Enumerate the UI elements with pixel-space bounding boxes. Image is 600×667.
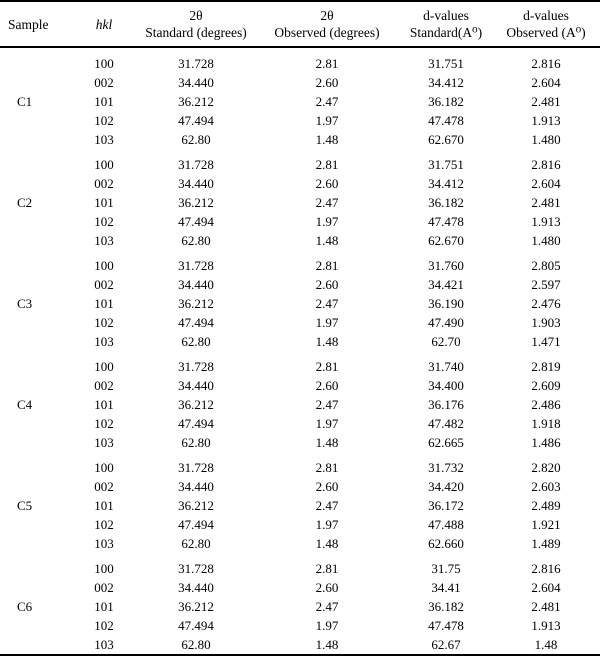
sample-cell: C4 <box>17 397 33 412</box>
hkl-cell: 103 <box>94 637 114 652</box>
d-value-standard-cell: 62.70 <box>431 334 461 349</box>
d-value-standard-cell: 47.478 <box>428 618 464 633</box>
two-theta-standard-cell: 47.494 <box>178 214 214 229</box>
d-value-observed-cell: 2.816 <box>531 157 561 172</box>
d-value-observed-cell: 2.604 <box>531 75 561 90</box>
two-theta-observed-cell: 2.60 <box>315 277 339 292</box>
hkl-cell: 101 <box>94 498 114 513</box>
two-theta-standard-cell: 34.440 <box>178 580 214 595</box>
table-row <box>0 149 600 174</box>
header-line-standard-angstrom: Standard(A⁰) <box>409 25 483 40</box>
two-theta-standard-cell: 62.80 <box>181 132 211 147</box>
hkl-cell: 101 <box>94 195 114 210</box>
col-header-2theta-observed <box>254 1 400 47</box>
two-theta-observed-cell: 2.47 <box>315 296 339 311</box>
hkl-cell: 101 <box>94 599 114 614</box>
two-theta-observed-cell: 1.97 <box>315 618 339 633</box>
table-header <box>0 1 600 47</box>
d-value-standard-cell: 31.751 <box>428 157 464 172</box>
table-row <box>0 275 600 294</box>
col-header-dvalues-observed <box>492 1 600 47</box>
two-theta-observed-cell: 1.48 <box>315 233 339 248</box>
d-value-standard-cell: 31.760 <box>428 258 464 273</box>
hkl-cell: 100 <box>94 56 114 71</box>
col-header-hkl: hkl <box>95 16 113 32</box>
d-value-observed-cell: 2.481 <box>531 599 561 614</box>
hkl-cell: 100 <box>94 359 114 374</box>
table-row <box>0 231 600 250</box>
table-row <box>0 616 600 635</box>
d-value-standard-cell: 31.751 <box>428 56 464 71</box>
d-value-observed-cell: 1.913 <box>531 113 561 128</box>
table-row <box>0 395 600 414</box>
hkl-cell: 002 <box>94 75 114 90</box>
d-value-observed-cell: 1.480 <box>531 132 561 147</box>
d-value-observed-cell: 2.609 <box>531 378 561 393</box>
hkl-cell: 002 <box>94 176 114 191</box>
table-row <box>0 597 600 616</box>
d-value-observed-cell: 2.805 <box>531 258 561 273</box>
d-value-observed-cell: 2.820 <box>531 460 561 475</box>
header-row <box>0 1 600 47</box>
d-value-observed-cell: 1.918 <box>531 416 561 431</box>
hkl-cell: 101 <box>94 397 114 412</box>
col-header-sample: Sample <box>8 16 49 32</box>
hkl-cell: 103 <box>94 334 114 349</box>
d-value-standard-cell: 34.41 <box>431 580 461 595</box>
d-value-standard-cell: 47.478 <box>428 113 464 128</box>
table-row <box>0 635 600 655</box>
d-value-observed-cell: 1.480 <box>531 233 561 248</box>
hkl-cell: 002 <box>94 479 114 494</box>
d-value-observed-cell: 1.921 <box>531 517 561 532</box>
two-theta-observed-cell: 1.97 <box>315 113 339 128</box>
d-value-standard-cell: 36.182 <box>428 599 464 614</box>
d-value-standard-cell: 47.478 <box>428 214 464 229</box>
d-value-observed-cell: 2.816 <box>531 561 561 576</box>
header-line-dvalues: d-values <box>423 8 469 23</box>
two-theta-observed-cell: 2.81 <box>315 460 339 475</box>
two-theta-observed-cell: 2.47 <box>315 195 339 210</box>
two-theta-observed-cell: 2.60 <box>315 75 339 90</box>
hkl-cell: 002 <box>94 378 114 393</box>
two-theta-standard-cell: 34.440 <box>178 378 214 393</box>
d-value-observed-cell: 1.913 <box>531 214 561 229</box>
two-theta-observed-cell: 1.97 <box>315 416 339 431</box>
two-theta-standard-cell: 62.80 <box>181 536 211 551</box>
two-theta-standard-cell: 36.212 <box>178 94 214 109</box>
two-theta-standard-cell: 47.494 <box>178 315 214 330</box>
two-theta-standard-cell: 36.212 <box>178 498 214 513</box>
table-row <box>0 47 600 73</box>
table-row <box>0 351 600 376</box>
d-value-observed-cell: 2.816 <box>531 56 561 71</box>
table-row <box>0 92 600 111</box>
d-value-standard-cell: 36.176 <box>428 397 464 412</box>
d-value-standard-cell: 31.75 <box>431 561 461 576</box>
header-line-standard-degrees: Standard (degrees) <box>145 25 247 40</box>
table-row <box>0 111 600 130</box>
hkl-cell: 102 <box>94 113 114 128</box>
two-theta-standard-cell: 31.728 <box>178 359 214 374</box>
d-value-standard-cell: 62.670 <box>428 132 464 147</box>
table-row <box>0 294 600 313</box>
header-line-2theta: 2θ <box>189 8 203 23</box>
d-value-observed-cell: 2.819 <box>531 359 561 374</box>
table-row <box>0 496 600 515</box>
sample-cell: C1 <box>17 94 33 109</box>
two-theta-standard-cell: 36.212 <box>178 397 214 412</box>
two-theta-observed-cell: 2.81 <box>315 258 339 273</box>
two-theta-observed-cell: 2.60 <box>315 176 339 191</box>
two-theta-standard-cell: 31.728 <box>178 561 214 576</box>
d-value-standard-cell: 34.420 <box>428 479 464 494</box>
d-value-standard-cell: 36.182 <box>428 94 464 109</box>
hkl-cell: 101 <box>94 94 114 109</box>
hkl-cell: 103 <box>94 435 114 450</box>
col-header-dvalues-standard <box>400 1 492 47</box>
table-row <box>0 477 600 496</box>
two-theta-standard-cell: 36.212 <box>178 296 214 311</box>
two-theta-observed-cell: 1.48 <box>315 334 339 349</box>
sample-cell: C5 <box>17 498 33 513</box>
sample-cell: C3 <box>17 296 33 311</box>
two-theta-observed-cell: 2.60 <box>315 378 339 393</box>
table-row <box>0 193 600 212</box>
table-row <box>0 174 600 193</box>
two-theta-observed-cell: 1.48 <box>315 435 339 450</box>
two-theta-standard-cell: 47.494 <box>178 517 214 532</box>
two-theta-standard-cell: 36.212 <box>178 599 214 614</box>
hkl-cell: 002 <box>94 277 114 292</box>
d-value-observed-cell: 1.903 <box>531 315 561 330</box>
two-theta-observed-cell: 2.47 <box>315 599 339 614</box>
two-theta-standard-cell: 34.440 <box>178 75 214 90</box>
d-value-observed-cell: 2.481 <box>531 94 561 109</box>
two-theta-observed-cell: 1.48 <box>315 536 339 551</box>
table-row <box>0 250 600 275</box>
two-theta-observed-cell: 2.81 <box>315 157 339 172</box>
two-theta-standard-cell: 31.728 <box>178 157 214 172</box>
d-value-standard-cell: 47.482 <box>428 416 464 431</box>
table-row <box>0 130 600 149</box>
hkl-cell: 102 <box>94 618 114 633</box>
hkl-cell: 100 <box>94 561 114 576</box>
d-value-observed-cell: 2.489 <box>531 498 561 513</box>
header-line-observed-degrees: Observed (degrees) <box>274 25 380 40</box>
two-theta-standard-cell: 62.80 <box>181 435 211 450</box>
hkl-cell: 103 <box>94 132 114 147</box>
two-theta-observed-cell: 1.48 <box>315 637 339 652</box>
table-row <box>0 515 600 534</box>
table-row <box>0 452 600 477</box>
hkl-cell: 103 <box>94 536 114 551</box>
two-theta-standard-cell: 36.212 <box>178 195 214 210</box>
d-value-standard-cell: 36.190 <box>428 296 464 311</box>
two-theta-standard-cell: 34.440 <box>178 479 214 494</box>
hkl-cell: 101 <box>94 296 114 311</box>
two-theta-standard-cell: 62.80 <box>181 233 211 248</box>
d-value-observed-cell: 2.604 <box>531 176 561 191</box>
two-theta-observed-cell: 2.47 <box>315 397 339 412</box>
header-line-dvalues: d-values <box>523 8 569 23</box>
table-row <box>0 313 600 332</box>
two-theta-observed-cell: 2.81 <box>315 561 339 576</box>
d-value-standard-cell: 34.412 <box>428 176 464 191</box>
two-theta-observed-cell: 2.81 <box>315 56 339 71</box>
d-value-standard-cell: 31.740 <box>428 359 464 374</box>
two-theta-standard-cell: 47.494 <box>178 416 214 431</box>
two-theta-observed-cell: 2.47 <box>315 94 339 109</box>
two-theta-observed-cell: 1.97 <box>315 214 339 229</box>
d-value-standard-cell: 47.490 <box>428 315 464 330</box>
table-row <box>0 376 600 395</box>
d-value-standard-cell: 36.182 <box>428 195 464 210</box>
header-line-observed-angstrom: Observed (A⁰) <box>506 25 586 40</box>
sample-cell: C6 <box>17 599 33 614</box>
two-theta-observed-cell: 1.97 <box>315 315 339 330</box>
table-row <box>0 578 600 597</box>
hkl-cell: 100 <box>94 460 114 475</box>
table-row <box>0 414 600 433</box>
table-row <box>0 212 600 231</box>
d-value-standard-cell: 62.670 <box>428 233 464 248</box>
header-line-2theta: 2θ <box>320 8 334 23</box>
table-row <box>0 433 600 452</box>
d-value-observed-cell: 2.604 <box>531 580 561 595</box>
hkl-cell: 100 <box>94 258 114 273</box>
two-theta-standard-cell: 31.728 <box>178 460 214 475</box>
table-row <box>0 553 600 578</box>
hkl-cell: 102 <box>94 416 114 431</box>
two-theta-standard-cell: 62.80 <box>181 637 211 652</box>
table-row <box>0 534 600 553</box>
two-theta-standard-cell: 47.494 <box>178 618 214 633</box>
d-value-observed-cell: 2.476 <box>531 296 561 311</box>
two-theta-observed-cell: 2.81 <box>315 359 339 374</box>
hkl-cell: 102 <box>94 315 114 330</box>
d-value-observed-cell: 1.48 <box>534 637 558 652</box>
two-theta-observed-cell: 2.47 <box>315 498 339 513</box>
d-value-observed-cell: 2.597 <box>531 277 561 292</box>
d-value-observed-cell: 2.486 <box>531 397 561 412</box>
hkl-cell: 103 <box>94 233 114 248</box>
two-theta-observed-cell: 2.60 <box>315 580 339 595</box>
d-value-standard-cell: 34.412 <box>428 75 464 90</box>
d-value-observed-cell: 2.603 <box>531 479 561 494</box>
two-theta-observed-cell: 1.97 <box>315 517 339 532</box>
d-value-observed-cell: 1.486 <box>531 435 561 450</box>
d-value-observed-cell: 1.471 <box>531 334 561 349</box>
two-theta-standard-cell: 31.728 <box>178 258 214 273</box>
two-theta-standard-cell: 31.728 <box>178 56 214 71</box>
table-body <box>0 47 600 655</box>
sample-cell: C2 <box>17 195 33 210</box>
hkl-cell: 002 <box>94 580 114 595</box>
two-theta-standard-cell: 47.494 <box>178 113 214 128</box>
d-value-standard-cell: 34.400 <box>428 378 464 393</box>
two-theta-standard-cell: 34.440 <box>178 277 214 292</box>
d-value-observed-cell: 1.913 <box>531 618 561 633</box>
hkl-cell: 102 <box>94 214 114 229</box>
two-theta-observed-cell: 1.48 <box>315 132 339 147</box>
d-value-observed-cell: 2.481 <box>531 195 561 210</box>
d-value-standard-cell: 31.732 <box>428 460 464 475</box>
d-value-standard-cell: 36.172 <box>428 498 464 513</box>
two-theta-standard-cell: 62.80 <box>181 334 211 349</box>
d-value-observed-cell: 1.489 <box>531 536 561 551</box>
col-header-2theta-standard <box>138 1 254 47</box>
d-value-standard-cell: 47.488 <box>428 517 464 532</box>
hkl-cell: 100 <box>94 157 114 172</box>
two-theta-standard-cell: 34.440 <box>178 176 214 191</box>
d-value-standard-cell: 62.660 <box>428 536 464 551</box>
table-row <box>0 73 600 92</box>
d-value-standard-cell: 62.665 <box>428 435 464 450</box>
d-value-standard-cell: 62.67 <box>431 637 461 652</box>
table-row <box>0 332 600 351</box>
two-theta-observed-cell: 2.60 <box>315 479 339 494</box>
d-value-standard-cell: 34.421 <box>428 277 464 292</box>
hkl-cell: 102 <box>94 517 114 532</box>
